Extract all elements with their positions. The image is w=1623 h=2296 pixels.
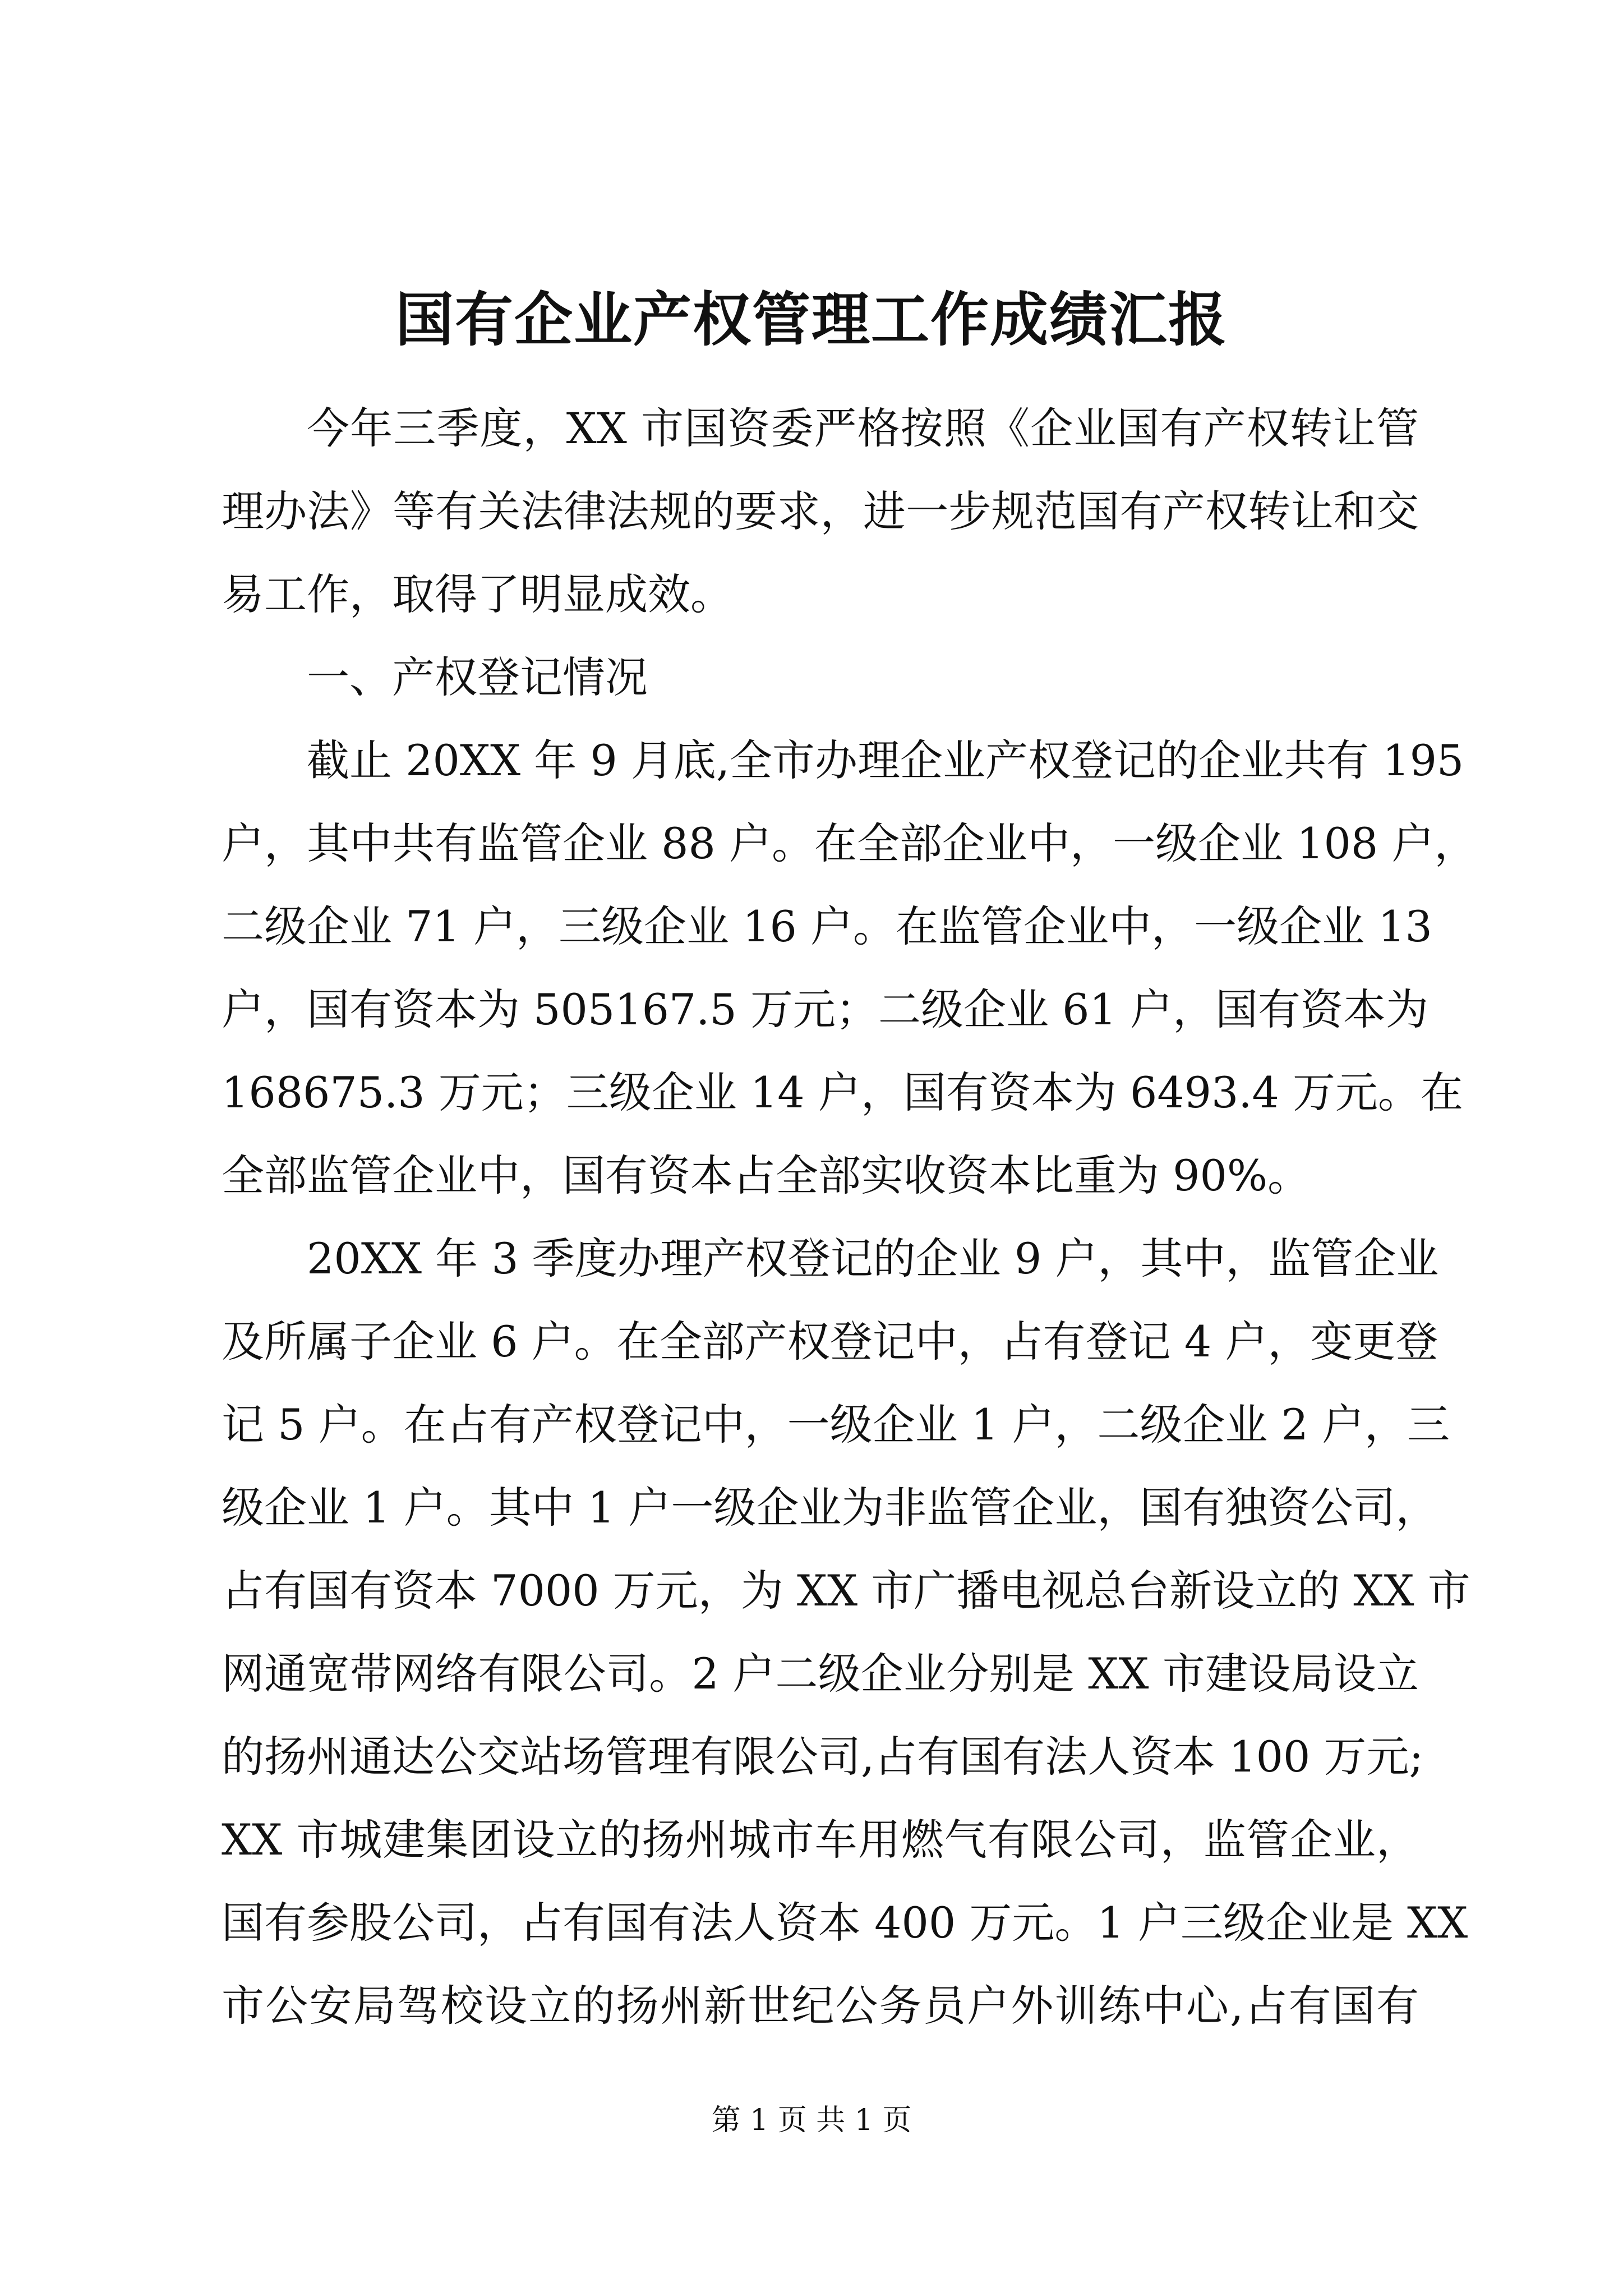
body-line: 及所属子企业 6 户。在全部产权登记中，占有登记 4 户，变更登 [222, 1317, 1438, 1366]
body-line: 记 5 户。在占有产权登记中，一级企业 1 户，二级企业 2 户，三 [222, 1400, 1450, 1450]
body-line: 的扬州通达公交站场管理有限公司,占有国有法人资本 100 万元; [222, 1732, 1424, 1782]
section-heading: 一、产权登记情况 [307, 652, 648, 702]
body-line: 国有参股公司，占有国有法人资本 400 万元。1 户三级企业是 XX [222, 1898, 1468, 1948]
body-line: 168675.3 万元；三级企业 14 户，国有资本为 6493.4 万元。在 [222, 1068, 1464, 1117]
body-line: 户，国有资本为 505167.5 万元；二级企业 61 户，国有资本为 [222, 984, 1428, 1034]
body-line: 级企业 1 户。其中 1 户一级企业为非监管企业，国有独资公司， [222, 1483, 1438, 1533]
document-title: 国有企业产权管理工作成绩汇报 [395, 285, 1228, 354]
body-line: 20XX 年 3 季度办理产权登记的企业 9 户，其中，监管企业 [307, 1234, 1439, 1283]
body-line: 截止 20XX 年 9 月底,全市办理企业产权登记的企业共有 195 [307, 735, 1464, 785]
body-line: 二级企业 71 户，三级企业 16 户。在监管企业中，一级企业 13 [222, 901, 1432, 951]
body-line: 占有国有资本 7000 万元，为 XX 市广播电视总台新设立的 XX 市 [222, 1566, 1470, 1616]
body-line: 今年三季度，XX 市国资委严格按照《企业国有产权转让管 [307, 403, 1419, 453]
body-line: 易工作，取得了明显成效。 [222, 569, 733, 619]
page-footer: 第 1 页 共 1 页 [711, 2104, 912, 2137]
body-line: 理办法》等有关法律法规的要求，进一步规范国有产权转让和交 [222, 486, 1419, 536]
body-line: 市公安局驾校设立的扬州新世纪公务员户外训练中心,占有国有 [222, 1981, 1419, 2031]
body-line: XX 市城建集团设立的扬州城市车用燃气有限公司，监管企业， [222, 1815, 1419, 1865]
body-line: 网通宽带网络有限公司。2 户二级企业分别是 XX 市建设局设立 [222, 1649, 1419, 1699]
body-line: 户，其中共有监管企业 88 户。在全部企业中，一级企业 108 户， [222, 818, 1477, 868]
body-line: 全部监管企业中，国有资本占全部实收资本比重为 90%。 [222, 1151, 1311, 1200]
document-body [222, 387, 1477, 2047]
